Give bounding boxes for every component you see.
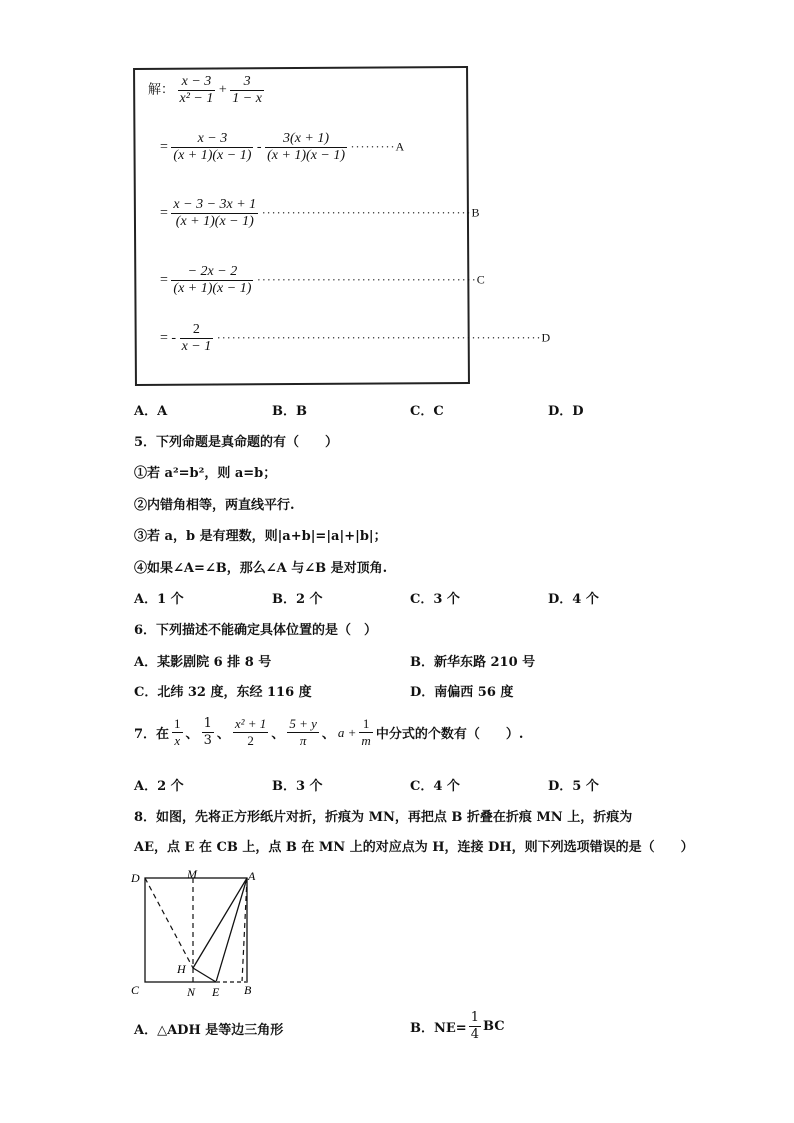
denominator: m [361,733,371,748]
q6-stem: 6．下列描述不能确定具体位置的是（ ） [134,623,378,638]
step-tag: C [476,272,485,287]
numerator: 1 [174,716,181,731]
q5-option-c[interactable]: C．3 个 [410,592,460,607]
solution-line-a [160,131,404,164]
separator: 、 [321,727,335,742]
square-fold-figure [128,866,268,1000]
denominator: π [299,733,307,748]
fraction [178,74,216,107]
fraction [171,264,253,297]
label-e: E [212,985,220,999]
q6-option-a[interactable]: A．某影剧院 6 排 8 号 [134,655,272,670]
q4-option-c[interactable]: C．C [410,404,444,419]
denominator: 3 [203,733,212,748]
numerator: x − 3 − 3x + 1 [173,197,257,212]
numerator: 2 [180,322,214,339]
q7-suffix: 中分式的个数有（ ）. [375,727,524,742]
label-m: M [187,867,197,881]
denominator: x [174,733,181,748]
q8-stem-line-1: 8．如图，先将正方形纸片对折，折痕为 MN，再把点 B 折叠在折痕 MN 上，折痕为 [134,810,633,825]
fraction [359,716,372,749]
leader-dots: ········· [350,139,396,154]
denominator: (x + 1)(x − 1) [173,148,252,163]
numerator: 1 [359,716,372,733]
q7-option-a[interactable]: A．2 个 [134,779,184,794]
numerator: 5 + y [289,716,317,731]
leader-dots: ·········································· [261,205,472,220]
denominator: 1 − x [232,91,262,106]
numerator: 3(x + 1) [265,131,347,148]
denominator: 2 [247,733,254,748]
fraction [469,1010,481,1043]
numerator: 1 [203,716,212,731]
q5-option-a[interactable]: A．1 个 [134,592,184,607]
q6-option-d[interactable]: D．南偏西 56 度 [410,685,514,700]
q8-stem-line-2: AE，点 E 在 CB 上，点 B 在 MN 上的对应点为 H，连接 DH，则下列选项错误的是（ ） [134,840,694,855]
separator: 、 [185,727,199,742]
separator: 、 [271,727,285,742]
fraction [233,716,268,749]
solution-label: 解： [148,81,175,97]
fraction [230,74,264,107]
denominator: (x + 1)(x − 1) [267,148,346,163]
segment-ae [216,878,247,982]
label-h: H [177,962,186,976]
q5-option-d[interactable]: D．4 个 [548,592,599,607]
label-c: C [131,983,140,997]
fraction [202,716,214,749]
numerator: x² + 1 [234,716,267,731]
q5-item-1: ①若 a²=b²，则 a=b； [134,466,277,481]
solution-line-d [160,322,550,355]
denominator: 4 [470,1027,479,1042]
denominator: x² − 1 [179,91,214,106]
denominator: x − 1 [181,339,212,354]
solution-line-0 [148,74,264,107]
equals-sign: = [160,205,168,221]
q8-option-b[interactable] [410,1010,505,1043]
q5-item-3: ③若 a，b 是有理数，则|a+b|=|a|+|b|； [134,529,387,544]
step-tag: D [541,330,551,345]
q7-stem [134,716,523,749]
denominator: (x + 1)(x − 1) [173,281,252,296]
q4-option-d[interactable]: D．D [548,404,584,419]
equals-sign: = [160,139,168,155]
numerator: − 2x − 2 [171,264,253,281]
label-d: D [131,871,140,885]
equals-sign: = [160,272,168,288]
step-tag: A [395,139,405,154]
segment-dh [145,878,193,968]
q7-option-b[interactable]: B．3 个 [272,779,323,794]
q4-option-a[interactable]: A．A [134,404,168,419]
q4-option-b[interactable]: B．B [272,404,307,419]
fraction [180,322,214,355]
separator: 、 [216,727,230,742]
label-b: B [244,983,252,997]
numerator: 3 [230,74,264,91]
label-a: A [248,869,256,883]
fraction [287,716,319,749]
numerator: x − 3 [171,131,253,148]
segment-ah [193,878,247,968]
equals-sign: = - [160,330,177,346]
fraction [171,131,253,164]
q5-item-4: ④如果∠A=∠B，那么∠A 与∠B 是对顶角. [134,561,388,576]
fraction [171,197,258,230]
q6-option-b[interactable]: B．新华东路 210 号 [410,655,536,670]
leader-dots: ································································· [216,330,542,345]
operator: + [218,82,227,98]
q6-option-c[interactable]: C．北纬 32 度，东经 116 度 [134,685,312,700]
q8-option-a[interactable]: A．△ADH 是等边三角形 [134,1023,284,1038]
q8-option-b-prefix: B．NE= [410,1021,467,1036]
step-tag: B [471,205,480,220]
denominator: (x + 1)(x − 1) [175,214,254,229]
operator: - [256,139,262,155]
segment-he [193,968,216,982]
solution-line-c [160,264,485,297]
q8-option-b-suffix: BC [482,1019,505,1034]
fraction [172,716,183,749]
q5-stem: 5．下列命题是真命题的有（ ） [134,435,339,450]
numerator: 1 [470,1010,479,1025]
q7-prefix: 7．在 [134,727,170,742]
fraction [265,131,347,164]
solution-line-b [160,197,480,230]
q7-option-d[interactable]: D．5 个 [548,779,599,794]
expression-prefix: a + [337,724,357,740]
leader-dots: ············································ [256,272,477,287]
q5-item-2: ②内错角相等，两直线平行. [134,498,295,513]
q5-option-b[interactable]: B．2 个 [272,592,323,607]
q7-option-c[interactable]: C．4 个 [410,779,460,794]
label-n: N [187,985,196,999]
numerator: x − 3 [178,74,216,91]
